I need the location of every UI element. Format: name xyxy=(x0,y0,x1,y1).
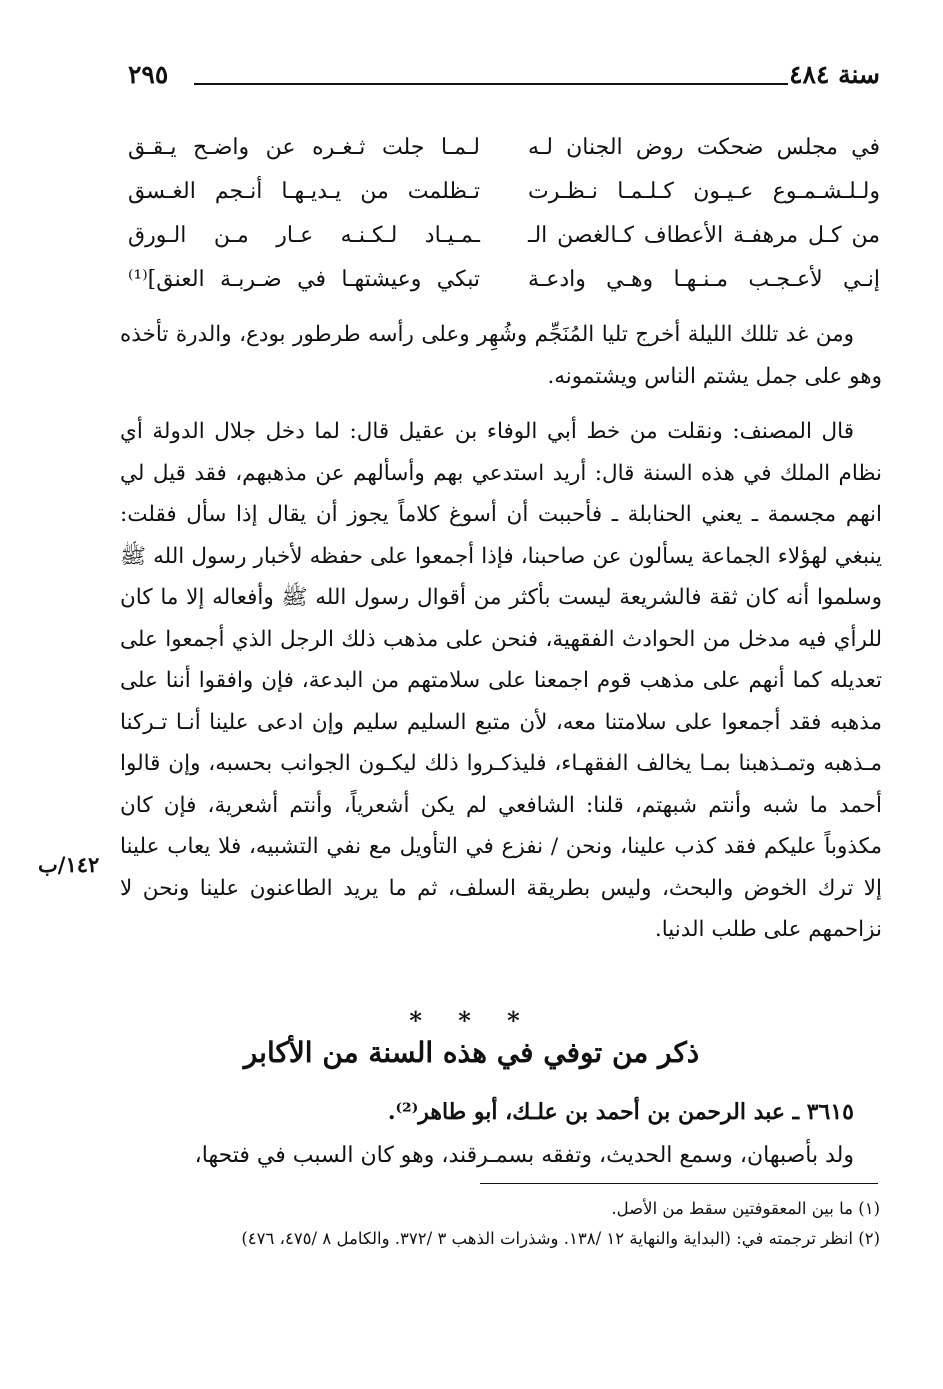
verse-first-hemistich: إنـي لأعـجـب مـنـهـا وهـي وادعـة xyxy=(528,267,880,292)
verse-first-hemistich: من كـل مرهفـة الأعطاف كـالغصن الـ xyxy=(528,223,880,248)
entry-heading: ٣٦١٥ ـ عبد الرحمن بن أحمد بن علـك، أبو طاهر⁽²⁾. xyxy=(387,1099,854,1125)
poem-verse xyxy=(128,126,880,170)
header-year: سنة ٤٨٤ xyxy=(789,60,880,89)
section-title: ذكر من توفي في هذه السنة من الأكابر xyxy=(243,1036,700,1069)
section-separator: * * * xyxy=(409,1006,534,1035)
footnotes xyxy=(120,1194,880,1254)
header-rule xyxy=(194,83,788,85)
running-header xyxy=(128,60,880,100)
poem xyxy=(128,126,880,302)
verse-second-hemistich: تـظلمت من يـديـهـا أنـجم الغـسق xyxy=(128,179,480,204)
footnote-rule xyxy=(480,1183,878,1184)
verse-first-hemistich: في مجلس ضحكت روض الجنان لـه xyxy=(528,135,880,160)
paragraph: قال المصنف: ونقلت من خط أبي الوفاء بن عقيل قال: لما دخل جلال الدولة أي نظام الملك في هذه السنة قال: أريد استدعي بهم وأسألهم عن مذهبهم، فقد قيل لي انهم مجسمة ـ يعني الحنابلة ـ فأحببت أن أسوغ كلاماً يجوز أن يقال إذا سأل فقلت: ينبغي لهؤلاء الجماعة يسألون عن صاحبنا، فإذا أجمعوا على حفظه لأخبار رسول الله ﷺ وسلموا أنه كان ثقة فالشريعة ليست بأكثر من أقوال رسول الله ﷺ وأفعاله إلا ما كان للرأي فيه مدخل من الحوادث الفقهية، فنحن على مذهب ذلك الرجل الذي أجمعوا على تعديله كما أنهم على مذهب قوم اجمعنا على سلامتهم من البدعة، فإن وافقوا أننا على مذهبه فقد أجمعوا على سلامتنا معه، لأن متبع السليم سليم وإن ادعى علينا أنـا تـركنا مـذهبه وتمـذهبنا بمـا يخالف الفقهـاء، فليذكـروا ذلك ليكـون الجوانب بحسبه، وإن قالوا أحمد ما شبه وأنتم شبهتم، قلنا: الشافعي لم يكن أشعرياً، وأنتم أشعرية، فإن كان مكذوباً عليكم فقد كذب علينا، ونحن / نفزع في التأويل مع نفي التشبيه، فلا يعاب علينا إلا ترك الخوض والبحث، وليس بطريقة السلف، ثم ما يريد الطاعنون علينا ونحن لا نزاحمهم على طلب الدنيا. xyxy=(120,419,882,942)
page-number: ٢٩٥ xyxy=(128,60,169,89)
poem-verse xyxy=(128,258,880,302)
paragraph: ومن غد تللك الليلة أخرج تليا المُنَجِّم وشُهِر وعلى رأسه طرطور بودع، والدرة تأخذه وهو على جمل يشتم الناس ويشتمونه. xyxy=(120,322,882,389)
verse-second-hemistich: لـمـا جلت ثـغـره عن واضـح يـقـق xyxy=(128,135,480,160)
main-text xyxy=(120,314,882,951)
footnote: (١) ما بين المعقوفتين سقط من الأصل. xyxy=(611,1199,880,1218)
verse-first-hemistich: ولـلـشـمـوع عـيـون كـلـمـا نـظـرت xyxy=(528,179,880,204)
verse-second-hemistich: تبكي وعيشتهـا في ضـربـة العنق]⁽¹⁾ xyxy=(128,267,480,292)
verse-second-hemistich: ـمـيـاد لـكـنـه عـار مـن الـورق xyxy=(128,223,480,248)
footnote: (٢) انظر ترجمته في: (البداية والنهاية ١٢ /١٣٨. وشذرات الذهب ٣ /٣٧٢. والكامل ٨ /٤٧٥، ٤٧٦) xyxy=(241,1229,880,1248)
manuscript-folio-note: ١٤٢/ب xyxy=(38,852,100,877)
poem-verse xyxy=(128,170,880,214)
poem-verse xyxy=(128,214,880,258)
biography-entry xyxy=(120,1090,882,1178)
entry-text: ولد بأصبهان، وسمع الحديث، وتفقه بسمـرقند، وهو كان السبب في فتحها، xyxy=(194,1143,854,1168)
